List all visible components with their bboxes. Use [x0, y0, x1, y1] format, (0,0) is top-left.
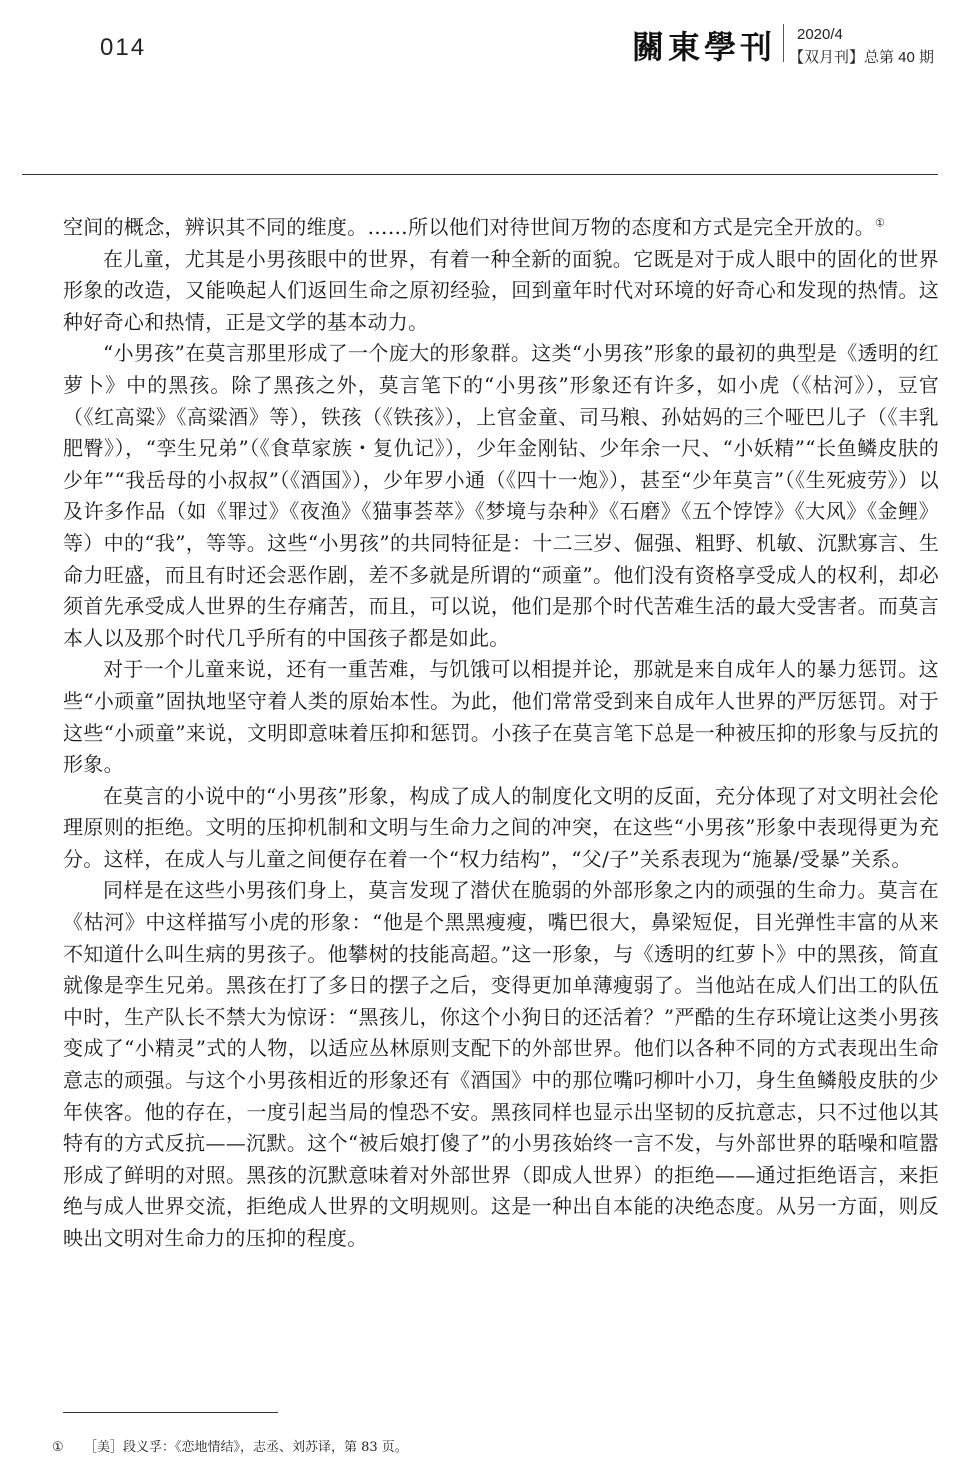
header-divider — [783, 24, 784, 62]
paragraph: 在儿童，尤其是小男孩眼中的世界，有着一种全新的面貌。它既是对于成人眼中的固化的世界形象的改造，又能唤起人们返回生命之原初经验，回到童年时代对环境的好奇心和发现的热情。这种好奇心和热情，正是文学的基本动力。 — [63, 246, 939, 334]
page-number: 014 — [100, 34, 147, 61]
footnote-rule — [63, 1412, 278, 1413]
journal-title: 關東學刊 — [632, 28, 777, 66]
footnote-mark: ① — [52, 1440, 64, 1455]
footnote-text: ［美］段义孚：《恋地情结》，志丞、刘苏译，第 83 页。 — [84, 1440, 408, 1455]
issue-info: 【双月刊】总第 40 期 — [789, 49, 935, 66]
paragraph: “小男孩”在莫言那里形成了一个庞大的形象群。这类“小男孩”形象的最初的典型是《透明的红萝卜》中的黑孩。除了黑孩之外，莫言笔下的“小男孩”形象还有许多，如小虎（《枯河》），豆官（《红高粱》《高粱酒》等），铁孩（《铁孩》），上官金童、司马粮、孙姑妈的三个哑巴儿子（《丰乳肥臀》），“孪生兄弟”（《食草家族・复仇记》），少年金刚钻、少年余一尺、“小妖精”“长鱼鳞皮肤的少年”“我岳母的小叔叔”（《酒国》），少年罗小通（《四十一炮》），甚至“少年莫言”（《生死疲劳》）以及许多作品（如《罪过》《夜渔》《猫事荟萃》《梦境与杂种》《石磨》《五个饽饽》《大风》《金鲤》等）中的“我”，等等。这些“小男孩”的共同特征是：十二三岁、倔强、粗野、机敏、沉默寡言、生命力旺盛，而且有时还会恶作剧，差不多就是所谓的“顽童”。他们没有资格享受成人的权利，却必须首先承受成人世界的生存痛苦，而且，可以说，他们是那个时代苦难生活的最大受害者。而莫言本人以及那个时代几乎所有的中国孩子都是如此。 — [63, 341, 939, 650]
paragraph-continued: 空间的概念，辨识其不同的维度。……所以他们对待世间万物的态度和方式是完全开放的。① — [63, 215, 886, 239]
paragraph: 在莫言的小说中的“小男孩”形象，构成了成人的制度化文明的反面，充分体现了对文明社会伦理原则的拒绝。文明的压抑机制和文明与生命力之间的冲突，在这些“小男孩”形象中表现得更为充分。这样，在成人与儿童之间便存在着一个“权力结构”，“父/子”关系表现为“施暴/受暴”关系。 — [63, 783, 939, 871]
footnote-reference[interactable]: ① — [875, 216, 886, 230]
header-rule — [22, 174, 938, 175]
issue-year: 2020/4 — [797, 26, 843, 43]
paragraph: 同样是在这些小男孩们身上，莫言发现了潜伏在脆弱的外部形象之内的顽强的生命力。莫言在《枯河》中这样描写小虎的形象：“他是个黑黑瘦瘦，嘴巴很大，鼻梁短促，目光弹性丰富的从来不知道什么叫生病的男孩子。他攀树的技能高超。”这一形象，与《透明的红萝卜》中的黑孩，简直就像是孪生兄弟。黑孩在打了多日的摆子之后，变得更加单薄瘦弱了。当他站在成人们出工的队伍中时，生产队长不禁大为惊讶：“黑孩儿，你这个小狗日的还活着？”严酷的生存环境让这类小男孩变成了“小精灵”式的人物，以适应丛林原则支配下的外部世界。他们以各种不同的方式表现出生命意志的顽强。与这个小男孩相近的形象还有《酒国》中的那位嘴叼柳叶小刀，身生鱼鳞般皮肤的少年侠客。他的存在，一度引起当局的惶恐不安。黑孩同样也显示出坚韧的反抗意志，只不过他以其特有的方式反抗——沉默。这个“被后娘打傻了”的小男孩始终一言不发，与外部世界的聒噪和喧嚣形成了鲜明的对照。黑孩的沉默意味着对外部世界（即成人世界）的拒绝——通过拒绝语言，来拒绝与成人世界交流，拒绝成人世界的文明规则。这是一种出自本能的决绝态度。从另一方面，则反映出文明对生命力的压抑的程度。 — [63, 878, 939, 1250]
paragraph: 对于一个儿童来说，还有一重苦难，与饥饿可以相提并论，那就是来自成年人的暴力惩罚。这些“小顽童”固执地坚守着人类的原始本性。为此，他们常常受到来自成年人世界的严厉惩罚。对于这些“小顽童”来说，文明即意味着压抑和惩罚。小孩子在莫言笔下总是一种被压抑的形象与反抗的形象。 — [63, 657, 939, 777]
article-body — [63, 212, 939, 1255]
footnote — [52, 1436, 408, 1455]
